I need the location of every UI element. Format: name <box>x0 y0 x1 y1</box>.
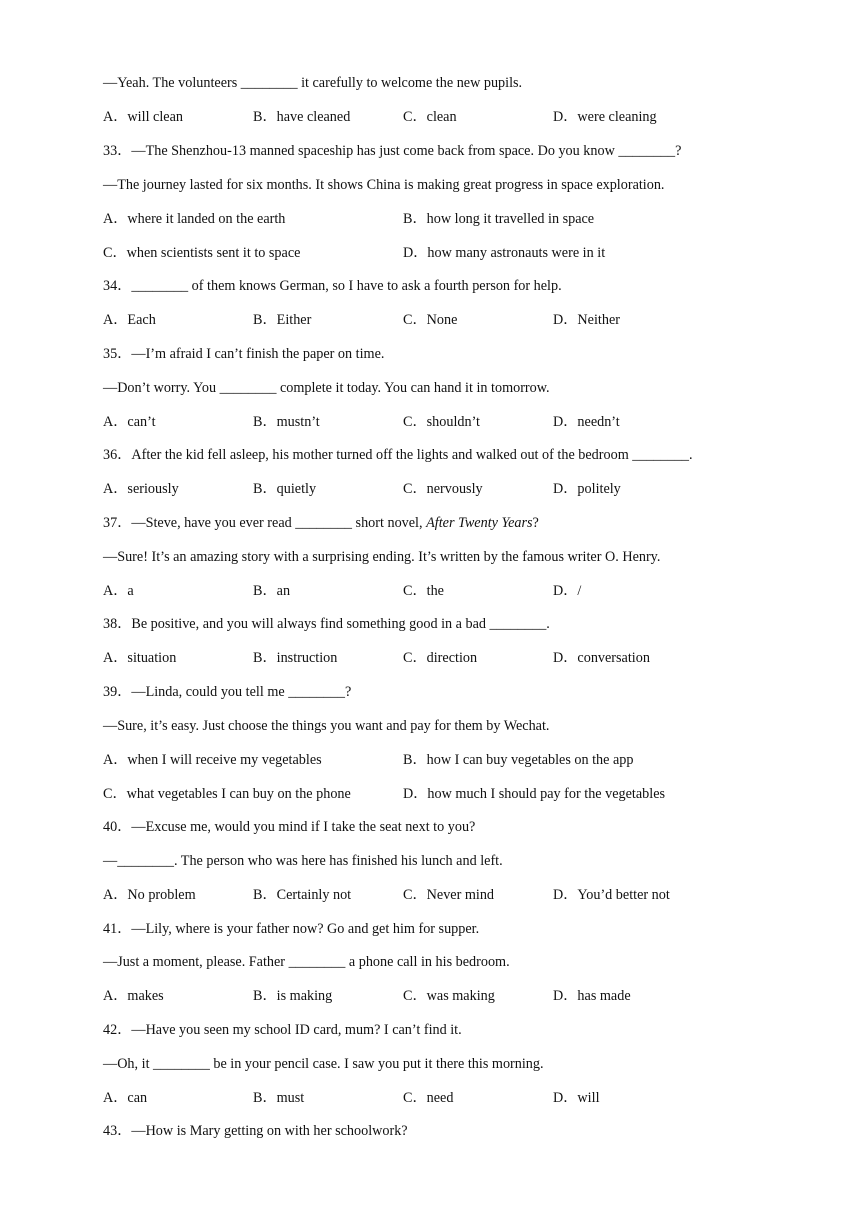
q40-option-c: C．Never mind <box>403 887 495 903</box>
q42-question: 42．—Have you seen my school ID card, mum? I can’t find it. <box>103 1022 462 1038</box>
q41-option-a: A．makes <box>103 988 164 1004</box>
q34-option-b: B．Either <box>253 312 312 328</box>
q38-option-b: B．instruction <box>253 650 338 666</box>
q40-option-b: B．Certainly not <box>253 887 352 903</box>
q33-dialogue-line: —The journey lasted for six months. It shows China is making great progress in space exploration. <box>103 177 665 193</box>
q36-option-d: D．politely <box>553 481 621 497</box>
q35-dialogue-line: —Don’t worry. You ________ complete it today. You can hand it in tomorrow. <box>103 380 550 396</box>
q37-option-d: D．/ <box>553 583 582 599</box>
q40-option-a: A．No problem <box>103 887 196 903</box>
q37-question-text: 37．—Steve, have you ever read ________ short novel, <box>103 515 427 531</box>
q37-question-mark: ? <box>532 515 539 531</box>
q41-dialogue-line: —Just a moment, please. Father ________ a phone call in his bedroom. <box>103 954 510 970</box>
q37-option-a: A．a <box>103 583 134 599</box>
q34-option-a: A．Each <box>103 312 156 328</box>
q42-option-a: A．can <box>103 1090 148 1106</box>
q34-option-d: D．Neither <box>553 312 620 328</box>
q37-dialogue-line: —Sure! It’s an amazing story with a surprising ending. It’s written by the famous writer O. Henry. <box>103 549 661 565</box>
q35-option-b: B．mustn’t <box>253 414 320 430</box>
q38-option-d: D．conversation <box>553 650 650 666</box>
q39-option-d: D．how much I should pay for the vegetables <box>403 786 666 802</box>
q33-option-d: D．how many astronauts were in it <box>403 245 606 261</box>
q39-option-a: A．when I will receive my vegetables <box>103 752 322 768</box>
q39-option-b: B．how I can buy vegetables on the app <box>403 752 634 768</box>
q35-option-c: C．shouldn’t <box>403 414 480 430</box>
q35-option-a: A．can’t <box>103 414 156 430</box>
q33-question: 33．—The Shenzhou-13 manned spaceship has just come back from space. Do you know ________? <box>103 143 682 159</box>
q39-dialogue-line: —Sure, it’s easy. Just choose the things you want and pay for them by Wechat. <box>103 718 550 734</box>
q42-option-d: D．will <box>553 1090 600 1106</box>
q41-option-b: B．is making <box>253 988 333 1004</box>
q37-novel-title: After Twenty Years <box>426 515 533 531</box>
q33-option-a: A．where it landed on the earth <box>103 211 286 227</box>
q32-option-a: A．will clean <box>103 109 183 125</box>
q37-option-b: B．an <box>253 583 291 599</box>
q43-question: 43．—How is Mary getting on with her schoolwork? <box>103 1123 408 1139</box>
q38-option-a: A．situation <box>103 650 177 666</box>
q33-option-c: C．when scientists sent it to space <box>103 245 301 261</box>
q35-question: 35．—I’m afraid I can’t finish the paper on time. <box>103 346 385 362</box>
q36-option-c: C．nervously <box>403 481 483 497</box>
q37-option-c: C．the <box>403 583 444 599</box>
q42-option-b: B．must <box>253 1090 305 1106</box>
q33-option-b: B．how long it travelled in space <box>403 211 595 227</box>
q32-option-b: B．have cleaned <box>253 109 351 125</box>
q36-question: 36．After the kid fell asleep, his mother turned off the lights and walked out of the bedroom ________. <box>103 447 693 463</box>
q42-option-c: C．need <box>403 1090 454 1106</box>
q40-question: 40．—Excuse me, would you mind if I take the seat next to you? <box>103 819 476 835</box>
q34-option-c: C．None <box>403 312 458 328</box>
q39-option-c: C．what vegetables I can buy on the phone <box>103 786 351 802</box>
q39-question: 39．—Linda, could you tell me ________? <box>103 684 352 700</box>
q38-question: 38．Be positive, and you will always find something good in a bad ________. <box>103 616 550 632</box>
q41-question: 41．—Lily, where is your father now? Go and get him for supper. <box>103 921 480 937</box>
q38-option-c: C．direction <box>403 650 478 666</box>
q40-option-d: D．You’d better not <box>553 887 670 903</box>
q36-option-b: B．quietly <box>253 481 317 497</box>
q32-dialogue-line: —Yeah. The volunteers ________ it carefully to welcome the new pupils. <box>103 75 523 91</box>
q37-question <box>103 514 539 532</box>
q32-option-d: D．were cleaning <box>553 109 657 125</box>
q42-dialogue-line: —Oh, it ________ be in your pencil case. I saw you put it there this morning. <box>103 1056 544 1072</box>
q36-option-a: A．seriously <box>103 481 179 497</box>
q35-option-d: D．needn’t <box>553 414 620 430</box>
q41-option-d: D．has made <box>553 988 631 1004</box>
q32-option-c: C．clean <box>403 109 457 125</box>
q41-option-c: C．was making <box>403 988 495 1004</box>
q40-dialogue-line: —________. The person who was here has finished his lunch and left. <box>103 853 503 869</box>
q34-question: 34．________ of them knows German, so I have to ask a fourth person for help. <box>103 278 562 294</box>
